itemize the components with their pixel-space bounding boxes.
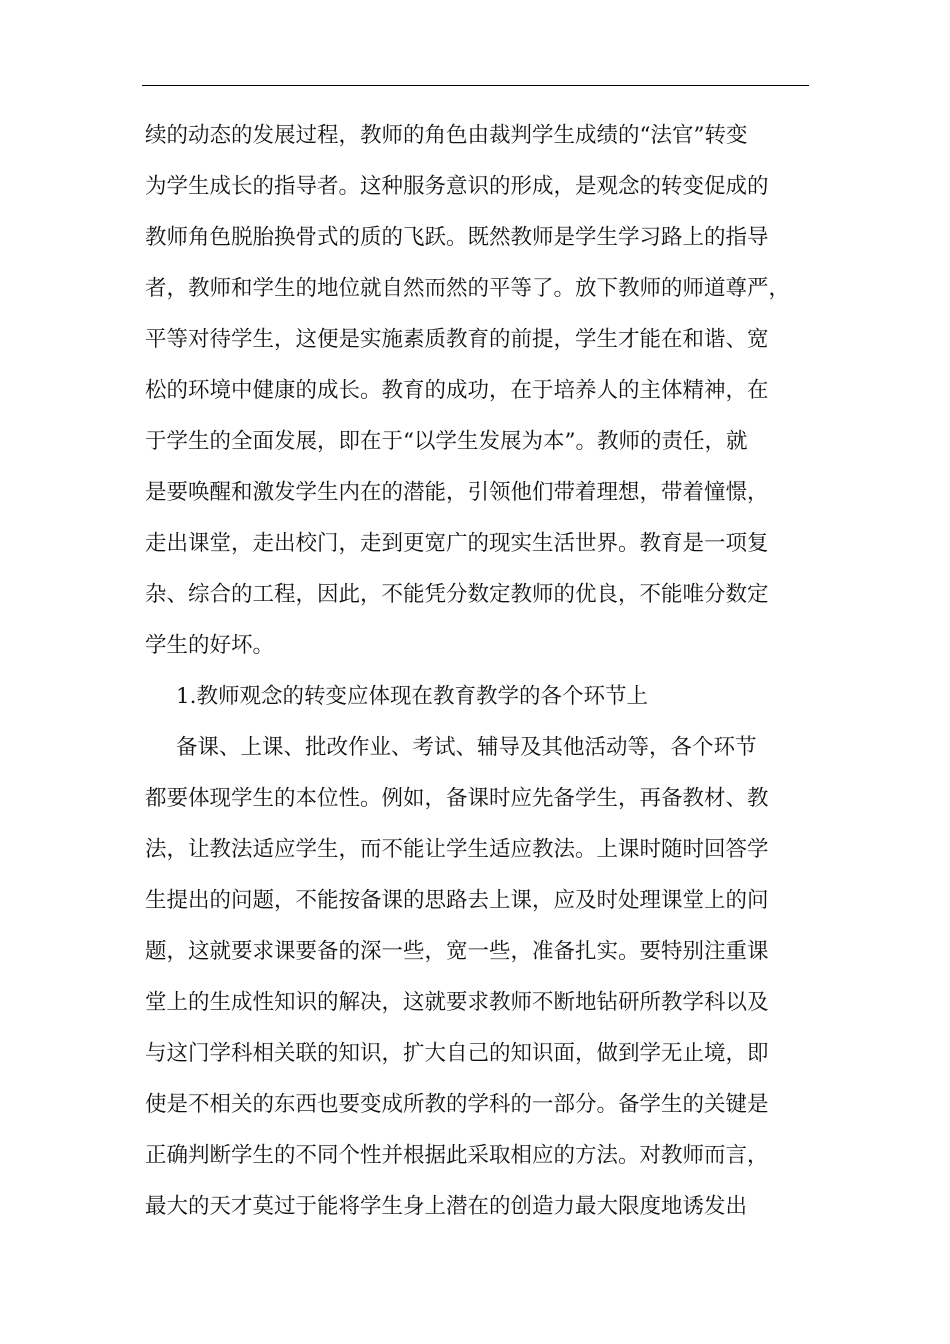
text-line: 松的环境中健康的成长。教育的成功，在于培养人的主体精神，在 — [145, 378, 769, 403]
header-rule — [142, 85, 809, 86]
paragraph-first-line: 备课、上课、批改作业、考试、辅导及其他活动等，各个环节 — [176, 735, 757, 760]
text-line: 学生的好坏。 — [145, 633, 275, 658]
text-line: 堂上的生成性知识的解决，这就要求教师不断地钻研所教学科以及 — [145, 990, 769, 1015]
text-line: 题，这就要求课要备的深一些，宽一些，准备扎实。要特别注重课 — [145, 939, 769, 964]
text-line: 正确判断学生的不同个性并根据此采取相应的方法。对教师而言， — [145, 1143, 769, 1168]
text-line: 最大的天才莫过于能将学生身上潜在的创造力最大限度地诱发出 — [145, 1194, 748, 1219]
text-line: 为学生成长的指导者。这种服务意识的形成，是观念的转变促成的 — [145, 174, 769, 199]
text-line: 杂、综合的工程，因此，不能凭分数定教师的优良，不能唯分数定 — [145, 582, 769, 607]
section-heading: 1.教师观念的转变应体现在教育教学的各个环节上 — [176, 684, 649, 709]
text-line: 教师角色脱胎换骨式的质的飞跃。既然教师是学生学习路上的指导 — [145, 225, 769, 250]
text-line: 续的动态的发展过程，教师的角色由裁判学生成绩的“法官”转变 — [145, 123, 748, 148]
text-line: 是要唤醒和激发学生内在的潜能，引领他们带着理想，带着憧憬， — [145, 480, 769, 505]
page-body — [145, 110, 795, 1232]
text-line: 生提出的问题，不能按备课的思路去上课，应及时处理课堂上的问 — [145, 888, 769, 913]
text-line: 使是不相关的东西也要变成所教的学科的一部分。备学生的关键是 — [145, 1092, 769, 1117]
text-line: 都要体现学生的本位性。例如，备课时应先备学生，再备教材、教 — [145, 786, 769, 811]
text-line: 者，教师和学生的地位就自然而然的平等了。放下教师的师道尊严， — [145, 276, 791, 301]
text-line: 平等对待学生，这便是实施素质教育的前提，学生才能在和谐、宽 — [145, 327, 769, 352]
text-line: 走出课堂，走出校门，走到更宽广的现实生活世界。教育是一项复 — [145, 531, 769, 556]
text-line: 于学生的全面发展，即在于“以学生发展为本”。教师的责任，就 — [145, 429, 748, 454]
text-line: 法，让教法适应学生，而不能让学生适应教法。上课时随时回答学 — [145, 837, 769, 862]
text-line: 与这门学科相关联的知识，扩大自己的知识面，做到学无止境，即 — [145, 1041, 769, 1066]
